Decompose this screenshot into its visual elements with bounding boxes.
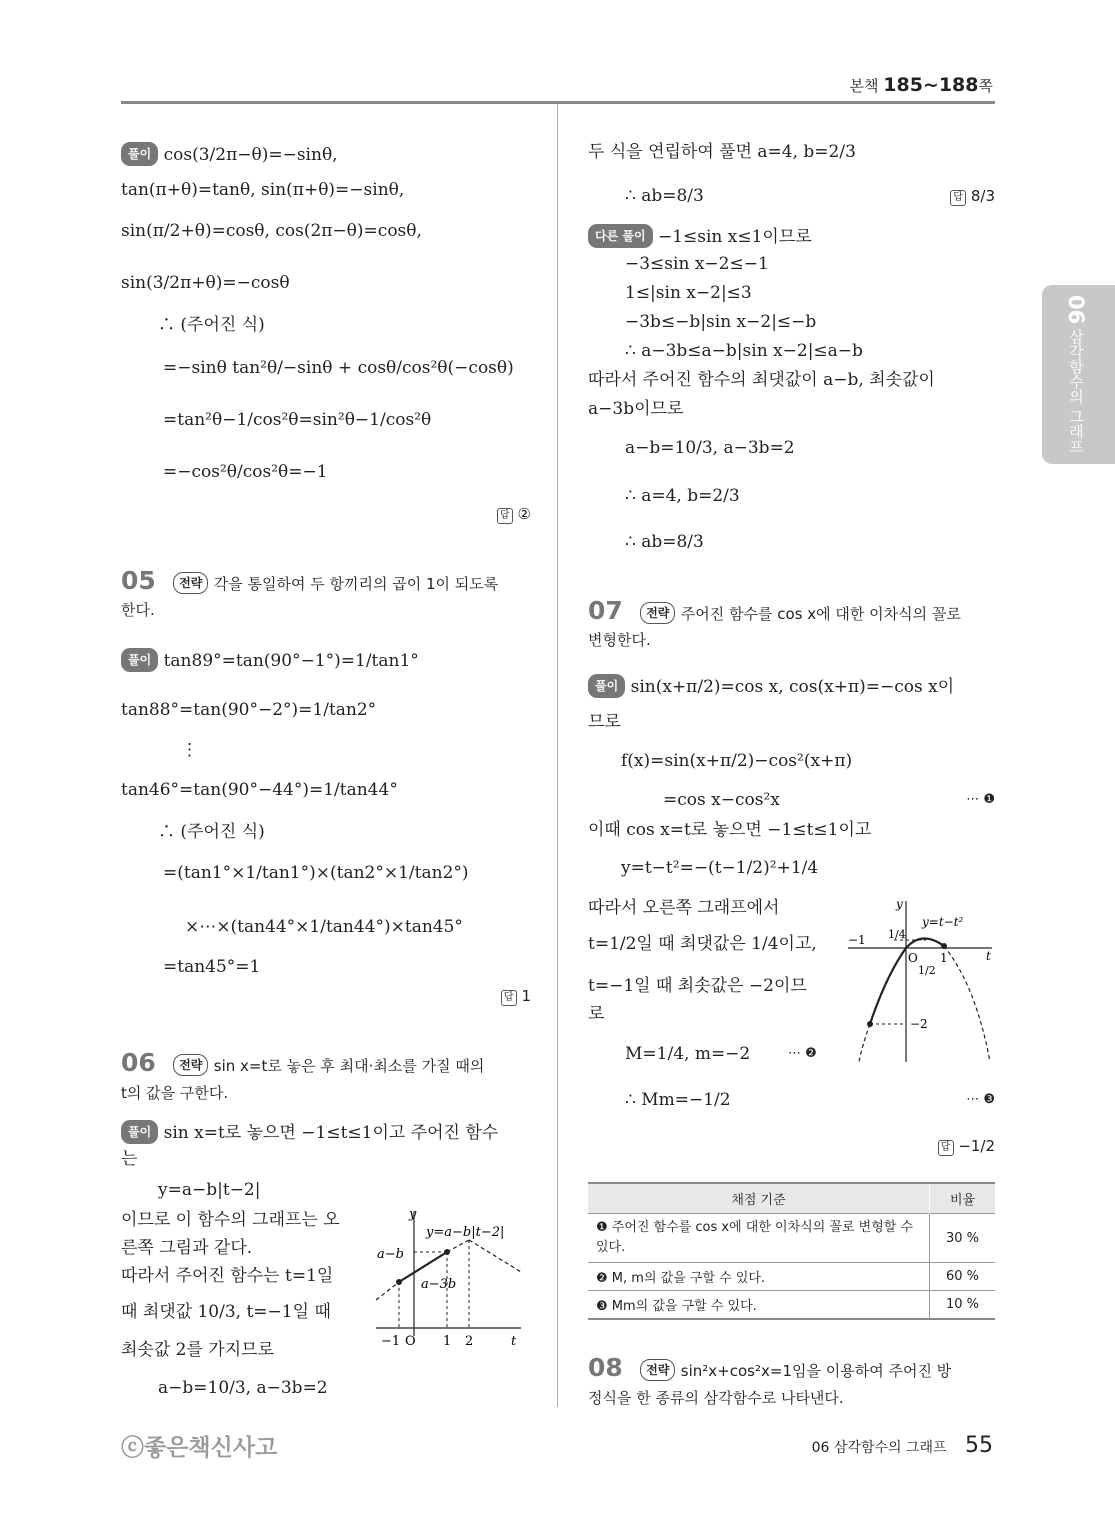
ratio-cell: 10 % xyxy=(945,1297,980,1312)
equation: ⋮ xyxy=(181,740,198,760)
step-mark: ❶ xyxy=(596,1220,608,1235)
publisher-logo: ⓒ좋은책신사고 xyxy=(121,1435,278,1461)
table-row xyxy=(588,1291,995,1320)
solution-line xyxy=(588,674,954,698)
step-marker: ⋯ ❸ xyxy=(966,1092,995,1107)
text-line: 른쪽 그림과 같다. xyxy=(121,1238,253,1258)
strategy-text: 변형한다. xyxy=(588,631,651,649)
page-number: 55 xyxy=(965,1433,993,1458)
equation: sin(x+π/2)=cos x, cos(x+π)=−cos x이 xyxy=(630,677,955,697)
equation: y=t−t²=−(t−1/2)²+1/4 xyxy=(621,858,819,878)
text-line: 이므로 이 함수의 그래프는 오 xyxy=(121,1210,340,1230)
answer-label: 답 xyxy=(938,1140,954,1156)
question-number: 07 xyxy=(588,596,623,625)
graph-tick: 1/2 xyxy=(918,964,936,977)
graph-tick: 1 xyxy=(443,1334,452,1348)
footer xyxy=(812,1433,993,1458)
chapter-tab xyxy=(1042,285,1115,464)
answer-value: 1 xyxy=(521,987,531,1005)
equation: =−cos²θ/cos²θ=−1 xyxy=(163,462,328,482)
graph-tick: 2 xyxy=(465,1334,474,1348)
answer-label: 답 xyxy=(497,508,513,524)
strategy-text: 정식을 한 종류의 삼각함수로 나타낸다. xyxy=(588,1389,844,1407)
graph-axis-label: y xyxy=(409,1207,417,1222)
equation: ∴ (주어진 식) xyxy=(158,822,265,842)
text-line: 최솟값 2를 가지므로 xyxy=(121,1340,274,1360)
equation: M=1/4, m=−2 xyxy=(625,1044,751,1064)
text-line: 따라서 주어진 함수의 최댓값이 a−b, 최솟값이 xyxy=(588,370,935,390)
equation: sin x=t로 놓으면 −1≤t≤1이고 주어진 함수 xyxy=(163,1123,499,1143)
equation: ∴ (주어진 식) xyxy=(158,315,265,335)
equation: ∴ ab=8/3 xyxy=(625,186,704,206)
table-cell xyxy=(588,1263,930,1291)
equation: =cos x−cos²x xyxy=(663,790,780,810)
graph-title: y=t−t² xyxy=(922,915,964,929)
graph-title: y=a−b|t−2| xyxy=(426,1225,505,1240)
answer-value: −1/2 xyxy=(958,1137,995,1155)
graph-label: a−3b xyxy=(421,1277,457,1292)
footer-chapter: 06 삼각함수의 그래프 xyxy=(811,1440,947,1456)
table-cell xyxy=(588,1214,930,1263)
text-line: 로 xyxy=(588,1004,605,1024)
answer-value: ② xyxy=(517,505,531,523)
strategy-label: 전략 xyxy=(173,572,208,594)
answer xyxy=(938,1136,996,1156)
graph-tick: 1 xyxy=(940,951,948,965)
solution-line xyxy=(121,648,419,672)
graph-origin: O xyxy=(405,1334,416,1348)
criteria-text: Mm의 값을 구할 수 있다. xyxy=(611,1299,757,1314)
equation: ∴ a−3b≤a−b|sin x−2|≤a−b xyxy=(625,341,863,361)
strategy-text: sin²x+cos²x=1임을 이용하여 주어진 방 xyxy=(680,1362,952,1380)
strategy-label: 전략 xyxy=(640,602,675,624)
answer xyxy=(950,186,995,206)
column-divider xyxy=(557,104,558,1407)
equation: f(x)=sin(x+π/2)−cos²(x+π) xyxy=(621,751,853,771)
equation: ×⋯×(tan44°×1/tan44°)×tan45° xyxy=(185,917,463,937)
equation: cos(3/2π−θ)=−sinθ, xyxy=(163,145,338,165)
graph-origin: O xyxy=(908,951,918,965)
equation: tan88°=tan(90°−2°)=1/tan2° xyxy=(121,700,377,720)
graph-label: a−b xyxy=(377,1247,404,1262)
absolute-value-graph xyxy=(371,1206,531,1348)
graph-tick: −2 xyxy=(910,1017,928,1031)
equation: sin(π/2+θ)=cosθ, cos(2π−θ)=cosθ, xyxy=(121,221,422,241)
equation: 두 식을 연립하여 풀면 a=4, b=2/3 xyxy=(588,142,856,162)
equation: =−sinθ tan²θ/−sinθ + cosθ/cos²θ(−cosθ) xyxy=(163,358,514,378)
equation: −3≤sin x−2≤−1 xyxy=(625,254,769,274)
text-line: 이때 cos x=t로 놓으면 −1≤t≤1이고 xyxy=(588,820,872,840)
equation: ∴ Mm=−1/2 xyxy=(625,1090,731,1110)
alt-solution-label: 다른 풀이 xyxy=(588,224,653,248)
table-header: 비율 xyxy=(949,1193,976,1208)
criteria-text: M, m의 값을 구할 수 있다. xyxy=(611,1271,766,1286)
equation: tan46°=tan(90°−44°)=1/tan44° xyxy=(121,780,398,800)
strategy-text: 한다. xyxy=(121,601,155,619)
strategy-label: 전략 xyxy=(640,1359,675,1381)
text-line: 따라서 오른쪽 그래프에서 xyxy=(588,898,780,918)
graph-tick: −1 xyxy=(381,1334,401,1348)
scoring-table xyxy=(588,1182,995,1320)
question-number: 06 xyxy=(121,1048,156,1077)
table-header: 채점 기준 xyxy=(588,1183,930,1214)
solution-label: 풀이 xyxy=(588,674,625,698)
chapter-tab-number: 06 xyxy=(1064,295,1088,325)
graph-tick: −1 xyxy=(848,933,866,947)
parabola-graph xyxy=(846,896,994,1068)
text-line: a−3b이므로 xyxy=(588,399,684,419)
strategy-text: sin x=t로 놓은 후 최대·최소를 가질 때의 xyxy=(213,1057,485,1075)
equation: sin(3/2π+θ)=−cosθ xyxy=(121,273,290,293)
question-header xyxy=(121,1048,485,1077)
criteria-text: 주어진 함수를 cos x에 대한 이차식의 꼴로 변형할 수 있다. xyxy=(596,1220,914,1255)
equation: ∴ ab=8/3 xyxy=(625,532,704,552)
equation: tan89°=tan(90°−1°)=1/tan1° xyxy=(163,651,419,671)
equation: 1≤|sin x−2|≤3 xyxy=(625,283,752,303)
solution-label: 풀이 xyxy=(121,648,158,672)
text-line: t=−1일 때 최솟값은 −2이므 xyxy=(588,976,807,996)
equation: tan(π+θ)=tanθ, sin(π+θ)=−sinθ, xyxy=(121,180,405,200)
equation: −3b≤−b|sin x−2|≤−b xyxy=(625,312,817,332)
answer-label: 답 xyxy=(501,990,517,1006)
ratio-cell: 30 % xyxy=(945,1230,980,1246)
chapter-tab-title: 삼각함수의 그래프 xyxy=(1067,329,1085,454)
solution-line xyxy=(121,1120,498,1144)
text-line: 므로 xyxy=(588,712,621,732)
graph-axis-label: t xyxy=(511,1334,517,1348)
equation: y=a−b|t−2| xyxy=(158,1180,261,1200)
page-ref-suffix: 쪽 xyxy=(978,77,993,95)
table-row xyxy=(588,1263,995,1291)
answer-value: 8/3 xyxy=(970,187,995,205)
graph-axis-label: t xyxy=(986,949,991,963)
equation: =tan45°=1 xyxy=(163,957,261,977)
step-marker: ⋯ ❷ xyxy=(788,1046,817,1061)
page-ref-range: 185~188 xyxy=(883,74,979,96)
strategy-label: 전략 xyxy=(173,1054,208,1076)
text-line: t=1/2일 때 최댓값은 1/4이고, xyxy=(588,934,817,954)
chapter-tab-text xyxy=(1064,295,1088,454)
text-line: 는 xyxy=(121,1149,138,1169)
strategy-text: t의 값을 구한다. xyxy=(121,1084,229,1102)
solution-label: 풀이 xyxy=(121,1120,158,1144)
solution-label: 풀이 xyxy=(121,142,158,166)
step-marker: ⋯ ❶ xyxy=(966,792,995,807)
step-mark: ❸ xyxy=(596,1299,608,1314)
strategy-text: 주어진 함수를 cos x에 대한 이차식의 꼴로 xyxy=(680,605,961,623)
equation: =(tan1°×1/tan1°)×(tan2°×1/tan2°) xyxy=(163,863,469,883)
page-ref-prefix: 본책 xyxy=(849,77,884,95)
page-reference xyxy=(850,74,994,96)
text-line: 따라서 주어진 함수는 t=1일 xyxy=(121,1266,334,1286)
step-mark: ❷ xyxy=(596,1271,608,1286)
graph-axis-label: y xyxy=(896,897,903,911)
question-header xyxy=(588,1353,952,1382)
answer-label: 답 xyxy=(950,190,966,206)
answer xyxy=(501,986,531,1006)
graph-label: 1/4 xyxy=(888,928,906,941)
table-row xyxy=(588,1214,995,1263)
answer xyxy=(497,504,531,524)
question-header xyxy=(121,566,499,595)
equation: =tan²θ−1/cos²θ=sin²θ−1/cos²θ xyxy=(163,410,432,430)
strategy-text: 각을 통일하여 두 항끼리의 곱이 1이 되도록 xyxy=(213,575,499,593)
ratio-cell: 60 % xyxy=(945,1269,980,1284)
equation: ∴ a=4, b=2/3 xyxy=(625,486,740,506)
question-number: 05 xyxy=(121,566,156,595)
text-line: 때 최댓값 10/3, t=−1일 때 xyxy=(121,1302,331,1322)
question-header xyxy=(588,596,961,625)
equation: a−b=10/3, a−3b=2 xyxy=(625,438,795,458)
table-cell xyxy=(588,1291,930,1320)
solution-line xyxy=(121,142,338,166)
alt-solution-line xyxy=(588,224,812,248)
equation: a−b=10/3, a−3b=2 xyxy=(158,1378,328,1398)
top-rule xyxy=(121,101,995,104)
question-number: 08 xyxy=(588,1353,623,1382)
equation: −1≤sin x≤1이므로 xyxy=(657,227,812,247)
